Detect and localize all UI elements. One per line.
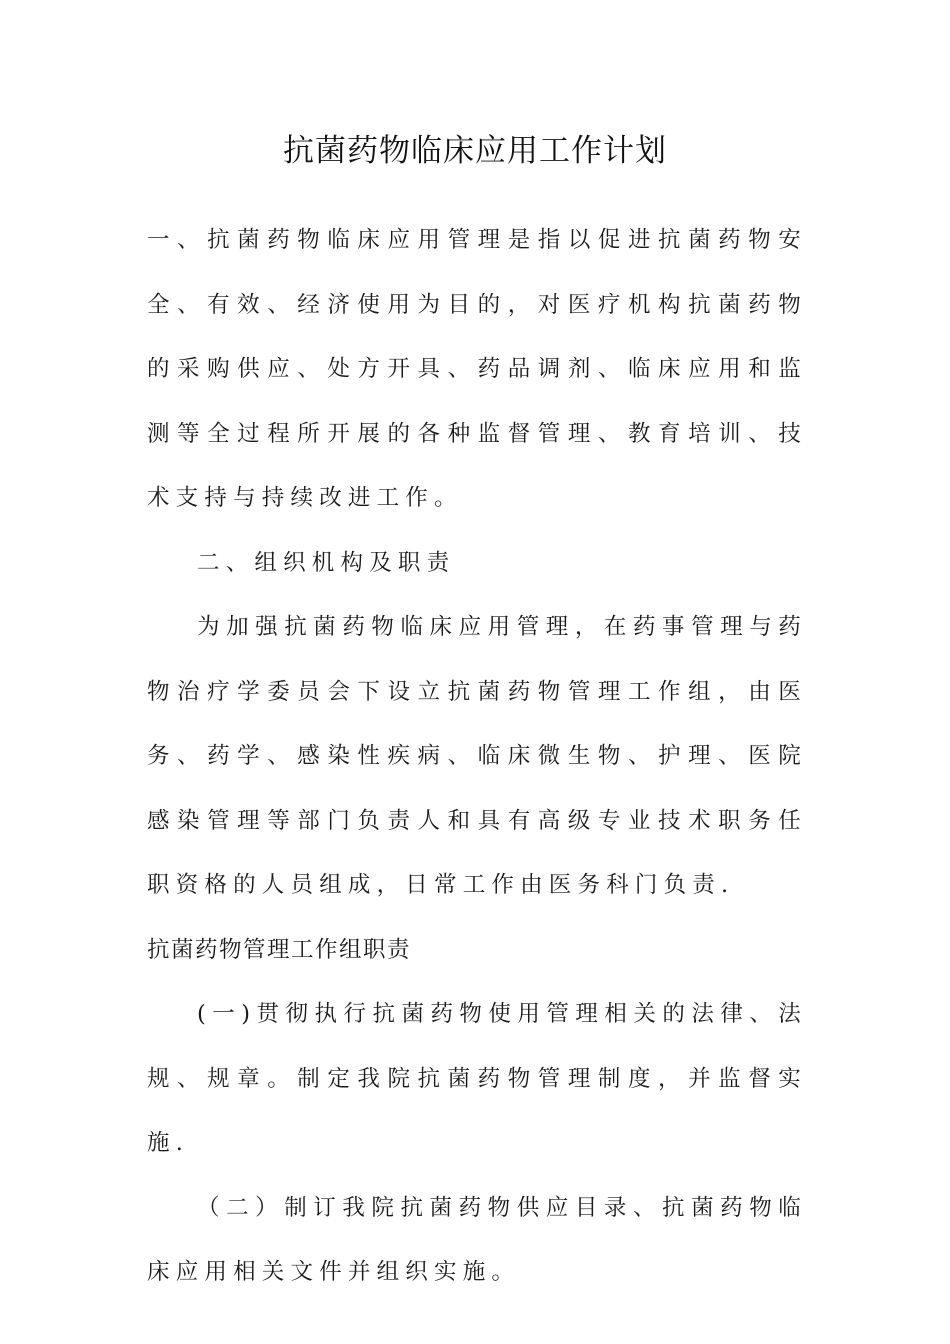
paragraph-duty-1: (一)贯彻执行抗菌药物使用管理相关的法律、法规、规章。制定我院抗菌药物管理制度，并监督实施. (147, 1001, 807, 1156)
document-title: 抗菌药物临床应用工作计划 (283, 133, 667, 169)
document-body (147, 208, 807, 1305)
paragraph-working-group-heading: 抗菌药物管理工作组职责 (147, 936, 412, 963)
paragraph-organization: 为加强抗菌药物临床应用管理，在药事管理与药物治疗学委员会下设立抗菌药物管理工作组，由医务、药学、感染性疾病、临床微生物、护理、医院感染管理等部门负责人和具有高级专业技术职务任职资格的人员组成，日常工作由医务科门负责. (147, 614, 807, 898)
paragraph-section-heading: 二、组织机构及职责 (197, 549, 456, 576)
paragraph-definition: 一、抗菌药物临床应用管理是指以促进抗菌药物安全、有效、经济使用为目的，对医疗机构抗菌药物的采购供应、处方开具、药品调剂、临床应用和监测等全过程所开展的各种监督管理、教育培训、技术支持与持续改进工作。 (147, 227, 807, 511)
paragraph-duty-2: （二）制订我院抗菌药物供应目录、抗菌药物临床应用相关文件并组织实施。 (147, 1194, 807, 1285)
